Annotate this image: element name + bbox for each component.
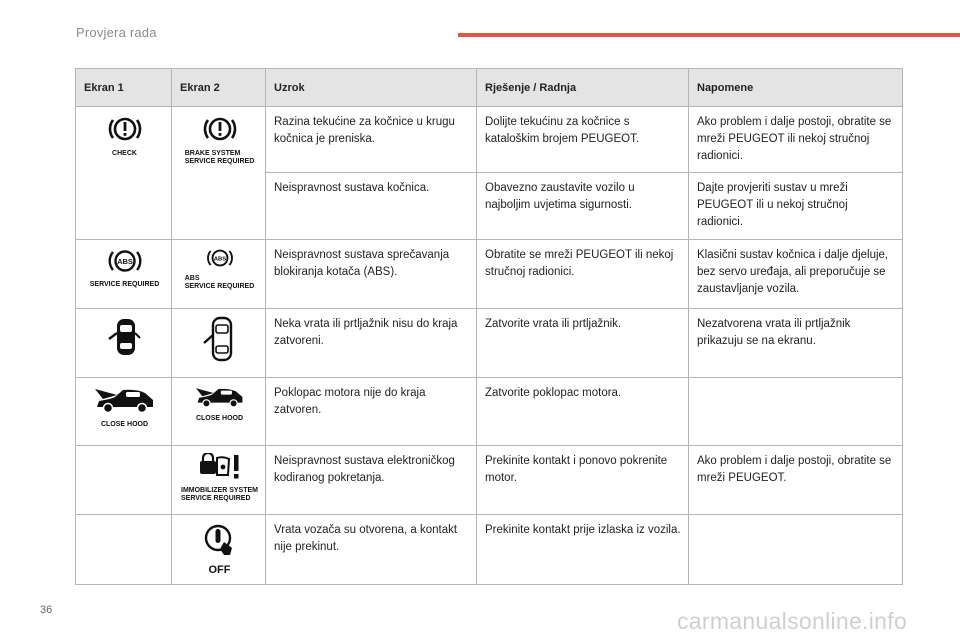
table-row: [76, 309, 903, 378]
ignition-screen2-cell: [172, 515, 266, 585]
svg-text:ABS: ABS: [116, 257, 133, 266]
icon-caption: BRAKE SYSTEM: [184, 150, 241, 157]
col-header-ekran2: Ekran 2: [172, 69, 266, 107]
icon-caption: OFF: [208, 564, 231, 576]
door-screen1-cell: [76, 309, 172, 378]
svg-text:ABS: ABS: [213, 256, 226, 263]
icon-caption: CHECK: [112, 150, 137, 157]
rjesenje-cell: Dolijte tekućinu za kočnice s kataloškim brojem PEUGEOT.: [477, 107, 689, 173]
icon-caption: SERVICE REQUIRED: [181, 495, 251, 502]
door-open-icon: [200, 316, 240, 368]
napomene-cell: Nezatvorena vrata ili prtljažnik prikazuju se na ekranu.: [689, 309, 903, 378]
icon-caption: SERVICE REQUIRED: [184, 158, 255, 165]
header-accent-bar: [458, 33, 960, 37]
hood-open-icon: [93, 385, 157, 429]
col-header-ekran1: Ekran 1: [76, 69, 172, 107]
brake-warning-icon: [185, 114, 255, 166]
page-number: 36: [40, 604, 53, 616]
rjesenje-cell: Obavezno zaustavite vozilo u najboljim uvjetima sigurnosti.: [477, 173, 689, 240]
immobilizer-screen1-cell: [76, 446, 172, 515]
warnings-table: [75, 68, 903, 585]
col-header-napomene: Napomene: [689, 69, 903, 107]
rjesenje-cell: Zatvorite vrata ili prtljažnik.: [477, 309, 689, 378]
uzrok-cell: Neispravnost sustava elektroničkog kodiranog pokretanja.: [266, 446, 477, 515]
table-row: [76, 446, 903, 515]
page-section-title: Provjera rada: [76, 25, 157, 40]
door-screen2-cell: [172, 309, 266, 378]
table-header-row: [76, 69, 903, 107]
table-row: [76, 107, 903, 173]
icon-caption: SERVICE REQUIRED: [89, 281, 160, 288]
napomene-cell: [689, 515, 903, 585]
icon-caption: CLOSE HOOD: [100, 421, 149, 428]
uzrok-cell: Poklopac motora nije do kraja zatvoren.: [266, 378, 477, 446]
door-open-icon: [105, 316, 145, 364]
table-row: [76, 240, 903, 309]
abs-screen1-cell: [76, 240, 172, 309]
col-header-uzrok: Uzrok: [266, 69, 477, 107]
rjesenje-cell: Obratite se mreži PEUGEOT ili nekoj stručnoj radionici.: [477, 240, 689, 309]
brake-warning-icon: [107, 114, 143, 158]
napomene-cell: [689, 378, 903, 446]
brake-screen1-cell: [76, 107, 172, 240]
ignition-screen1-cell: [76, 515, 172, 585]
abs-warning-icon: [185, 247, 255, 291]
abs-warning-icon: [90, 247, 160, 289]
napomene-cell: Dajte provjeriti sustav u mreži PEUGEOT ili u nekoj stručnoj radionici.: [689, 173, 903, 240]
ignition-off-icon: [202, 522, 238, 576]
uzrok-cell: Neispravnost sustava kočnica.: [266, 173, 477, 240]
table-row: [76, 378, 903, 446]
uzrok-cell: Razina tekućine za kočnice u krugu kočnica je preniska.: [266, 107, 477, 173]
hood-open-icon: [194, 385, 246, 423]
rjesenje-cell: Zatvorite poklopac motora.: [477, 378, 689, 446]
icon-caption: IMMOBILIZER SYSTEM: [181, 487, 258, 494]
napomene-cell: Ako problem i dalje postoji, obratite se mreži PEUGEOT.: [689, 446, 903, 515]
abs-screen2-cell: [172, 240, 266, 309]
uzrok-cell: Vrata vozača su otvorena, a kontakt nije prekinut.: [266, 515, 477, 585]
napomene-cell: Klasični sustav kočnica i dalje djeluje, bez servo uređaja, ali preporučuje se zaustavljanje vozila.: [689, 240, 903, 309]
icon-caption: ABS: [184, 275, 200, 282]
uzrok-cell: Neispravnost sustava sprečavanja blokiranja kotača (ABS).: [266, 240, 477, 309]
rjesenje-cell: Prekinite kontakt i ponovo pokrenite motor.: [477, 446, 689, 515]
immobilizer-icon: [181, 453, 258, 503]
watermark: carmanualsonline.info: [677, 608, 908, 634]
immobilizer-screen2-cell: [172, 446, 266, 515]
brake-screen2-cell: [172, 107, 266, 240]
uzrok-cell: Neka vrata ili prtljažnik nisu do kraja zatvoreni.: [266, 309, 477, 378]
icon-caption: CLOSE HOOD: [195, 415, 244, 422]
col-header-rjesenje: Rješenje / Radnja: [477, 69, 689, 107]
rjesenje-cell: Prekinite kontakt prije izlaska iz vozila.: [477, 515, 689, 585]
napomene-cell: Ako problem i dalje postoji, obratite se mreži PEUGEOT ili nekoj stručnoj radionici.: [689, 107, 903, 173]
hood-screen2-cell: [172, 378, 266, 446]
table-row: [76, 515, 903, 585]
icon-caption: SERVICE REQUIRED: [184, 283, 255, 290]
hood-screen1-cell: [76, 378, 172, 446]
